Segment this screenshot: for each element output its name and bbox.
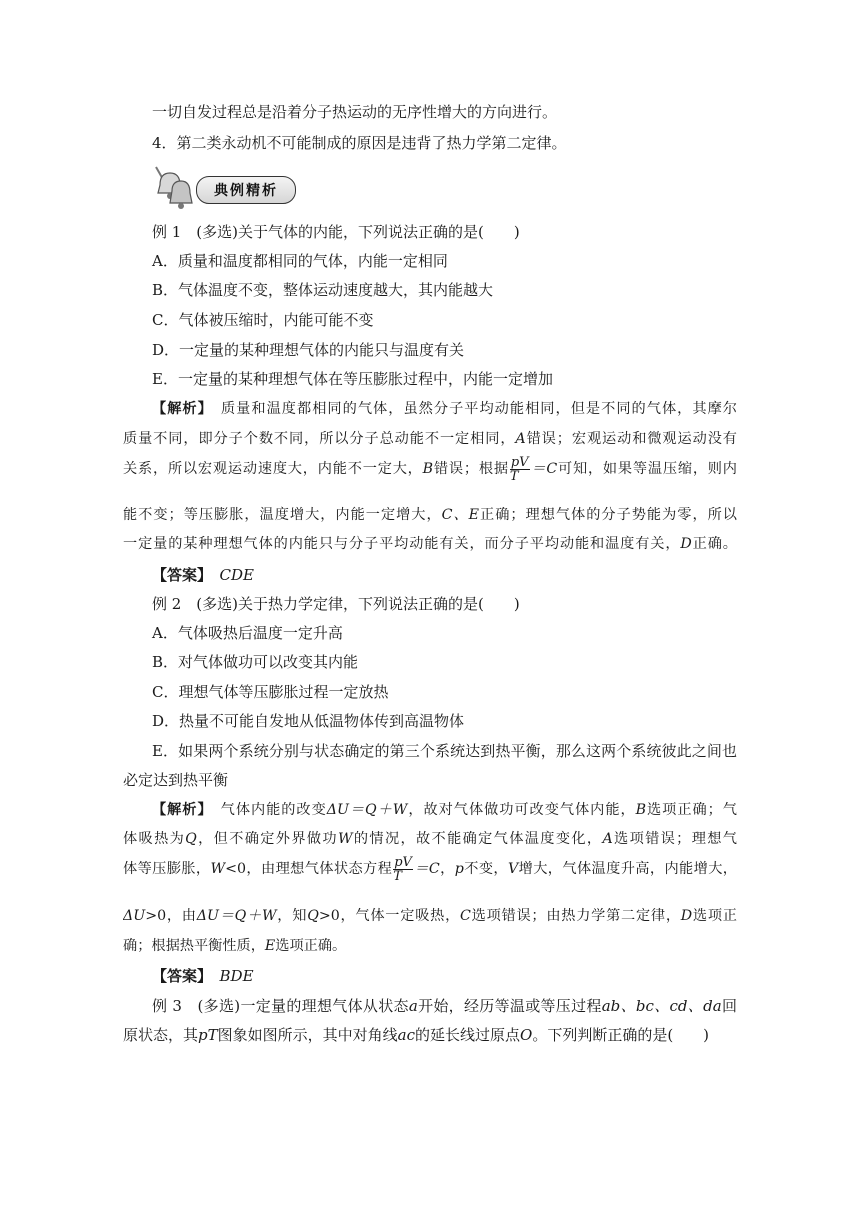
section-title: 典例精析 xyxy=(196,176,296,204)
example-2-option-a: A．气体吸热后温度一定升高 xyxy=(152,624,343,642)
example-1-question: 例 1 (多选)关于气体的内能，下列说法正确的是( ) xyxy=(152,223,520,241)
answer-value: BDE xyxy=(219,967,254,985)
example-2-solution-line: 确；根据热平衡性质，E选项正确。 xyxy=(123,938,347,954)
example-2-option-e-cont: 必定达到热平衡 xyxy=(123,771,229,789)
fraction-pv-over-t: $\frac{pV}{T}$ xyxy=(509,455,529,483)
section-header xyxy=(150,163,300,213)
example-2-solution-line: 体吸热为Q，但不确定外界做功W的情况，故不能确定气体温度变化，A选项错误；理想气 xyxy=(123,831,737,847)
answer-label: 【答案】 xyxy=(152,566,205,584)
example-1-answer xyxy=(152,565,254,585)
intro-line-2: 4．第二类永动机不可能制成的原因是违背了热力学第二定律。 xyxy=(152,134,567,152)
example-1-option-c: C．气体被压缩时，内能可能不变 xyxy=(152,311,374,329)
intro-line-1: 一切自发过程总是沿着分子热运动的无序性增大的方向进行。 xyxy=(152,103,558,121)
example-2-solution-line: ΔU>0，由ΔU＝Q＋W，知Q>0，气体一定吸热，C选项错误；由热力学第二定律，D选项正 xyxy=(123,908,737,924)
answer-value: CDE xyxy=(219,566,254,584)
example-2-question: 例 2 (多选)关于热力学定律，下列说法正确的是( ) xyxy=(152,595,520,613)
bell-icon xyxy=(150,163,198,213)
example-2-option-d: D．热量不可能自发地从低温物体传到高温物体 xyxy=(152,712,465,730)
solution-label: 【解析】 xyxy=(152,802,206,818)
example-1-option-b: B．气体温度不变，整体运动速度越大，其内能越大 xyxy=(152,281,494,299)
example-1-option-d: D．一定量的某种理想气体的内能只与温度有关 xyxy=(152,341,465,359)
example-1-option-a: A．质量和温度都相同的气体，内能一定相同 xyxy=(152,252,448,270)
example-3-question: 例 3 (多选)一定量的理想气体从状态a开始，经历等温或等压过程ab、bc、cd、da回 xyxy=(152,997,737,1015)
example-1-solution-line: 质量不同，即分子个数不同，所以分子总动能不一定相同，A错误；宏观运动和微观运动没有 xyxy=(123,431,737,447)
solution-label: 【解析】 xyxy=(152,401,206,417)
example-2-option-b: B．对气体做功可以改变其内能 xyxy=(152,653,359,671)
example-1-solution-line: 关系，所以宏观运动速度大，内能不一定大，B错误；根据 $\frac{pV}{T}$ ＝C可知，如果等温压缩，则内 xyxy=(123,455,737,483)
answer-label: 【答案】 xyxy=(152,967,205,985)
example-2-option-c: C．理想气体等压膨胀过程一定放热 xyxy=(152,683,389,701)
example-2-option-e: E．如果两个系统分别与状态确定的第三个系统达到热平衡，那么这两个系统彼此之间也 xyxy=(152,742,737,760)
example-2-answer xyxy=(152,966,254,986)
example-2-solution-line: 体等压膨胀，W<0，由理想气体状态方程 $\frac{pV}{T}$ ＝C，p不变，V增大，气体温度升高，内能增大， xyxy=(123,855,737,883)
fraction-pv-over-t: $\frac{pV}{T}$ xyxy=(393,855,412,883)
example-1-solution-line: 能不变；等压膨胀，温度增大，内能一定增大，C、E正确；理想气体的分子势能为零，所以 xyxy=(123,507,737,523)
example-1-solution-line: 一定量的某种理想气体的内能只与分子平均动能有关，而分子平均动能和温度有关，D正确。 xyxy=(123,536,737,552)
example-1-solution-line: 【解析】 质量和温度都相同的气体，虽然分子平均动能相同，但是不同的气体，其摩尔 xyxy=(152,401,737,417)
example-1-option-e: E．一定量的某种理想气体在等压膨胀过程中，内能一定增加 xyxy=(152,370,553,388)
example-2-solution-line: 【解析】 气体内能的改变ΔU＝Q＋W，故对气体做功可改变气体内能，B选项正确；气 xyxy=(152,802,737,818)
example-3-question-cont: 原状态，其pT图象如图所示，其中对角线ac的延长线过原点O。下列判断正确的是( ) xyxy=(123,1026,710,1044)
